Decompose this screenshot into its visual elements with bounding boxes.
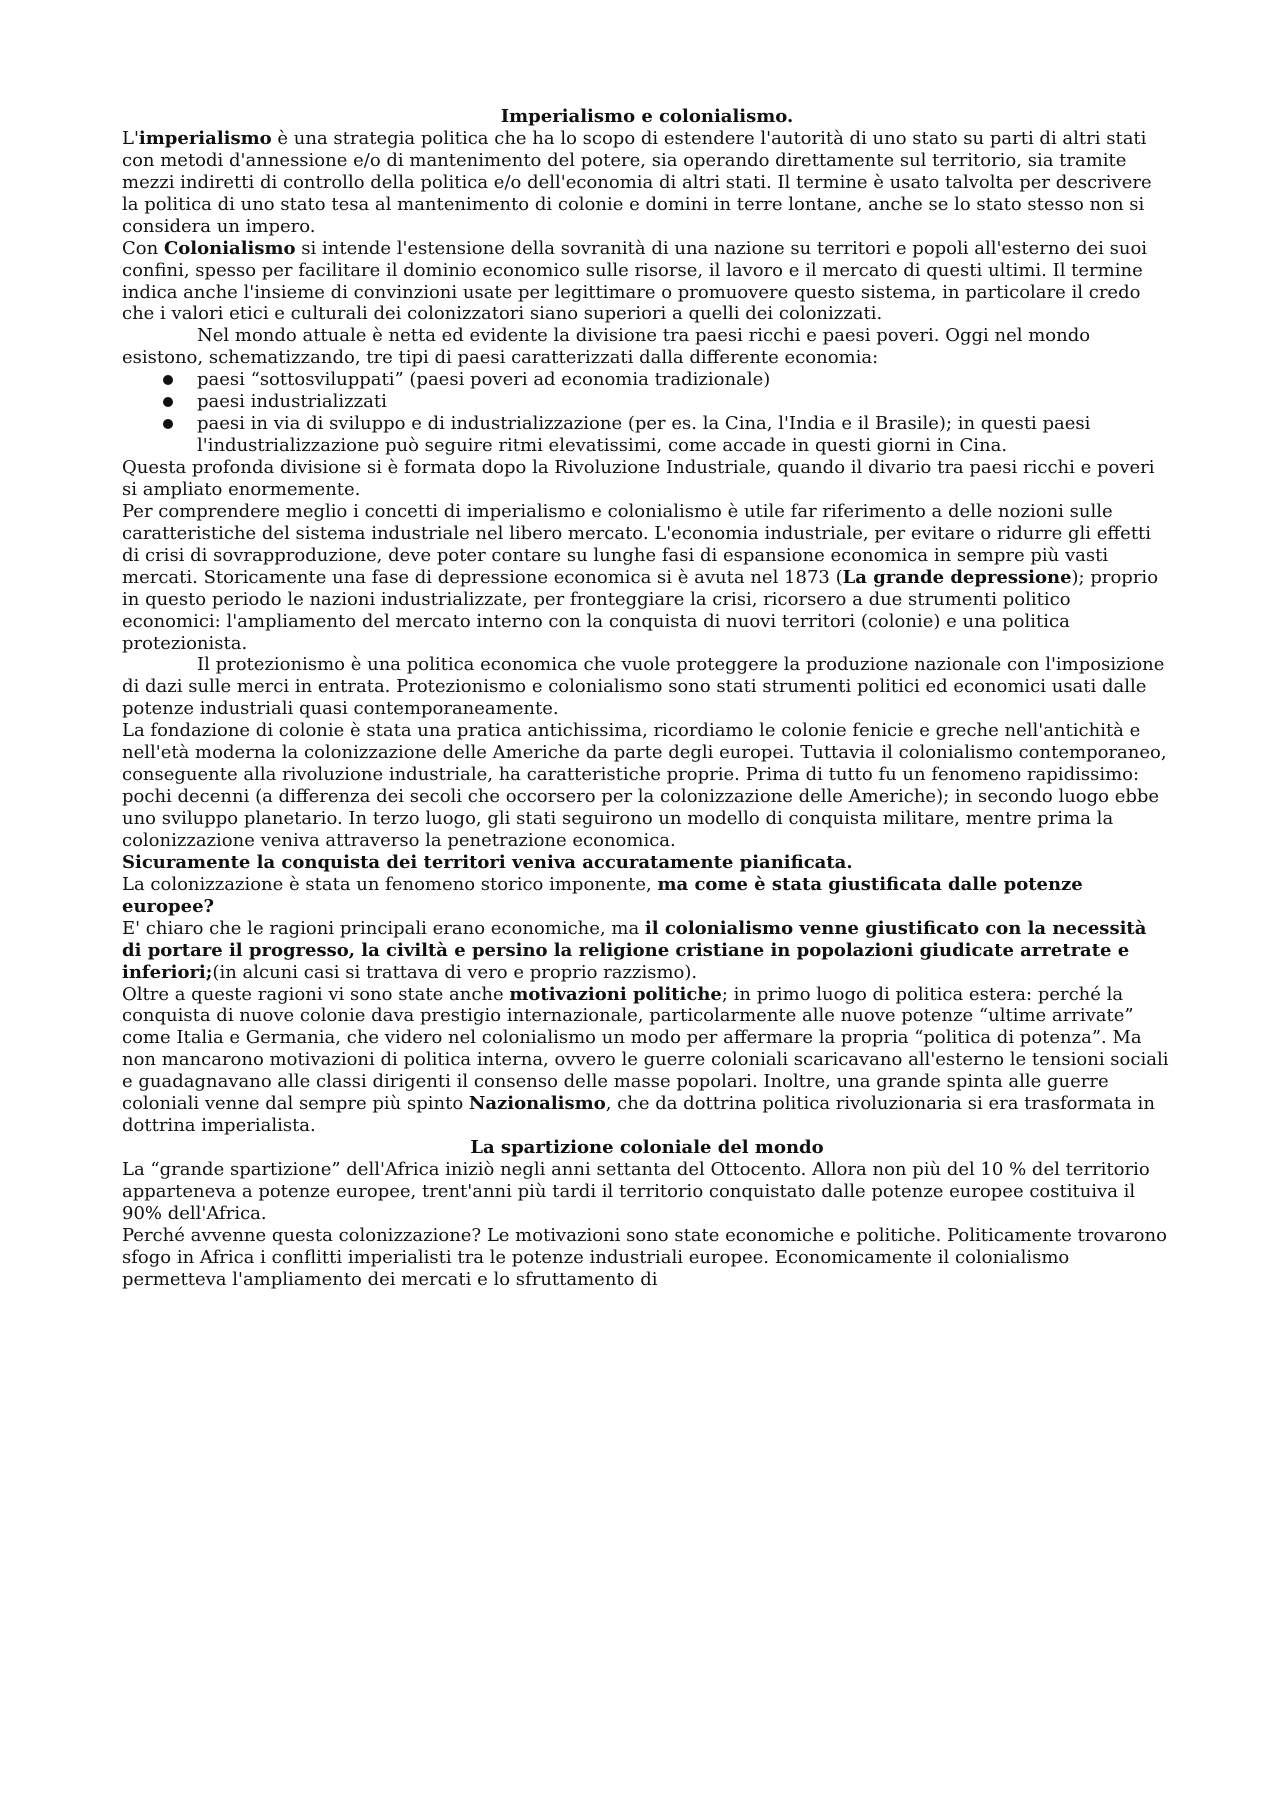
bold-sentence: Sicuramente la conquista dei territori veniva accuratamente pianificata.: [122, 851, 853, 873]
bold-term: La grande depressione: [842, 566, 1072, 588]
bullet-icon: [163, 375, 173, 385]
paragraph-giustificazione-domanda: [122, 874, 1172, 918]
text-segment: Per comprendere meglio i concetti di imperialismo e colonialismo è utile far riferimento a delle nozioni sulle caratteristiche del sistema industriale nel libero mercato. L'economia industriale, per evitare o ridurre gli effetti di crisi di sovrapproduzione, deve poter contare su lunghe fasi di espansione economica in sempre più vasti mercati. Storicamente una fase di depressione economica si è avuta nel 1873 (: [122, 500, 1152, 588]
paragraph-pianificazione: [122, 852, 1172, 874]
bold-term: motivazioni politiche: [509, 983, 722, 1005]
text-segment: ); proprio in questo periodo le nazioni industrializzate, per fronteggiare la crisi, ricorsero a due strumenti politico economici: l'ampliamento del mercato interno con la conquista di nuovi territori (colonie) e una politica protezionista.: [122, 566, 1159, 654]
bullet-icon: [163, 397, 173, 407]
paragraph-imperialismo: [122, 128, 1172, 238]
list-item-text: paesi “sottosviluppati” (paesi poveri ad economia tradizionale): [197, 369, 771, 391]
bold-term: ma come è stata giustificata dalle potenze europee?: [122, 873, 1083, 917]
paragraph-protezionismo: Il protezionismo è una politica economica che vuole proteggere la produzione nazionale con l'imposizione di dazi sulle merci in entrata. Protezionismo e colonialismo sono stati strumenti politici ed economici usati dalle potenze industriali quasi contemporaneamente.: [122, 654, 1165, 720]
list-item: [122, 369, 1172, 391]
text-segment: si intende l'estensione della sovranità di una nazione su territori e popoli all'esterno dei suoi confini, spesso per facilitare il dominio economico sulle risorse, il lavoro e il mercato di questi ultimi. Il termine indica anche l'insieme di convinzioni usate per legittimare o promuovere questo sistema, in particolare il credo che i valori etici e culturali dei colonizzatori siano superiori a quelli dei colonizzati.: [122, 237, 1148, 325]
list-item: [122, 413, 1172, 457]
paragraph-sistema-industriale: [122, 501, 1172, 655]
paragraph-ragioni: [122, 918, 1172, 984]
document-title: Imperialismo e colonialismo.: [500, 106, 794, 127]
text-segment: , che da dottrina politica rivoluzionaria si era trasformata in dottrina imperialista.: [122, 1093, 1155, 1137]
paragraph-colonialismo: [122, 238, 1172, 326]
text-segment: Oltre a queste ragioni vi sono state anche: [122, 983, 510, 1005]
list-item-text: paesi industrializzati: [197, 391, 387, 413]
list-item: [122, 391, 1172, 413]
text-segment: ; in primo luogo di politica estera: perché la conquista di nuove colonie dava prestigio internazionale, particolarmente alle nuove potenze “ultime arrivate” come Italia e Germania, che videro nel colonialismo un modo per affermare la propria “politica di potenza”. Ma non mancarono motivazioni di politica interna, ovvero le guerre coloniali scaricavano all'esterno le tensioni sociali e guadagnavano alle classi dirigenti il consenso delle masse popolari. Inoltre, una grande spinta alle guerre coloniali venne dal sempre più spinto: [122, 983, 1169, 1115]
paragraph-divisione: Nel mondo attuale è netta ed evidente la divisione tra paesi ricchi e paesi poveri. Oggi nel mondo esistono, schematizzando, tre tipi di paesi caratterizzati dalla differente economia:: [122, 325, 1091, 369]
bold-term: Nazionalismo: [468, 1093, 606, 1115]
paragraph-fondazione-colonie: La fondazione di colonie è stata una pratica antichissima, ricordiamo le colonie fenicie e greche nell'antichità e nell'età moderna la colonizzazione delle Americhe da parte degli europei. Tuttavia il colonialismo contemporaneo, conseguente alla rivoluzione industriale, ha caratteristiche proprie. Prima di tutto fu un fenomeno rapidissimo: pochi decenni (a differenza dei secoli che occorsero per la colonizzazione delle Americhe); in secondo luogo ebbe uno sviluppo planetario. In terzo luogo, gli stati seguirono un modello di conquista militare, mentre prima la colonizzazione veniva attraverso la penetrazione economica.: [122, 720, 1167, 851]
paragraph-spartizione: La “grande spartizione” dell'Africa iniziò negli anni settanta del Ottocento. Allora non più del 10 % del territorio apparteneva a potenze europee, trent'anni più tardi il territorio conquistato dalle potenze europee costituiva il 90% dell'Africa.: [122, 1159, 1150, 1224]
bold-term: imperialismo: [138, 127, 272, 149]
text-segment: è una strategia politica che ha lo scopo di estendere l'autorità di uno stato su parti di altri stati con metodi d'annessione e/o di mantenimento del potere, sia operando direttamente sul territorio, sia tramite mezzi indiretti di controllo della politica e/o dell'economia di altri stati. Il termine è usato talvolta per descrivere la politica di uno stato tesa al mantenimento di colonie e domini in terre lontane, anche se lo stato stesso non si considera un impero.: [122, 127, 1152, 237]
paragraph-motivazioni: Perché avvenne questa colonizzazione? Le motivazioni sono state economiche e politiche. Politicamente trovarono sfogo in Africa i conflitti imperialisti tra le potenze industriali europee. Economicamente il colonialismo permetteva l'ampliamento dei mercati e lo sfruttamento di: [122, 1224, 1167, 1290]
paragraph-rivoluzione: Questa profonda divisione si è formata dopo la Rivoluzione Industriale, quando il divario tra paesi ricchi e poveri si ampliato enormemente.: [122, 457, 1155, 500]
bold-term: Colonialismo: [163, 237, 296, 259]
bold-term: il colonialismo venne giustificato con la necessità di portare il progresso, la civiltà e persino la religione cristiane in popolazioni giudicate arretrate e inferiori;: [122, 917, 1147, 983]
text-segment: L': [122, 127, 139, 149]
list-item-text: paesi in via di sviluppo e di industrializzazione (per es. la Cina, l'India e il Brasile); in questi paesi l'industrializzazione può seguire ritmi elevatissimi, come accade in questi giorni in Cina.: [197, 413, 1091, 457]
bullet-list: [122, 369, 1172, 457]
document-page: [122, 106, 1172, 1291]
paragraph-motivazioni-politiche: [122, 984, 1172, 1138]
section-heading: La spartizione coloniale del mondo: [470, 1137, 824, 1159]
text-segment: E' chiaro che le ragioni principali erano economiche, ma: [122, 917, 645, 939]
text-segment: (in alcuni casi si trattava di vero e proprio razzismo).: [212, 961, 698, 983]
text-segment: Con: [122, 237, 164, 259]
bullet-icon: [163, 419, 173, 429]
text-segment: La colonizzazione è stata un fenomeno storico imponente,: [122, 873, 658, 895]
